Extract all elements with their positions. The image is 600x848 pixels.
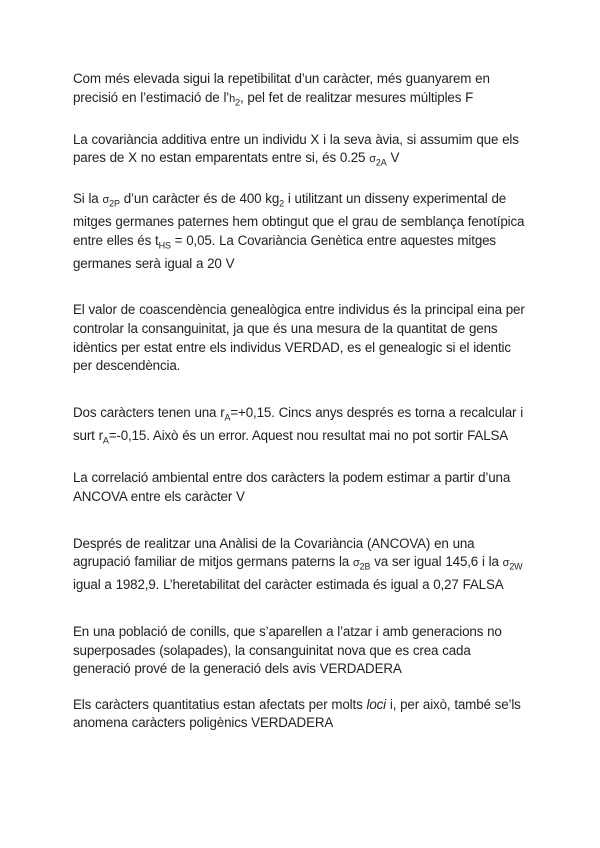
text-segment: Com més elevada sigui la repetibilitat d’un caràcter, més guanyarem en precisió en l’estimació de l’ bbox=[73, 71, 490, 105]
text-segment: =+0,15. Cincs anys després es torna a recalcular i surt r bbox=[73, 404, 524, 444]
text-segment: El valor de coascendència genealògica entre individus és la principal eina per controlar la consanguinitat, ja que és una mesura de la quantitat de gens idèntics per estat entre els individus VERDAD, es el genealogic si el identic per descendència. bbox=[73, 302, 525, 374]
subscript-text: A bbox=[102, 435, 109, 446]
subscript-text: 2A bbox=[375, 158, 387, 169]
symbol-text: σ bbox=[102, 193, 110, 206]
subscript-text: 2B bbox=[359, 561, 371, 572]
paragraph-mitges-germanes bbox=[73, 190, 530, 274]
symbol-text: σ bbox=[502, 557, 510, 570]
text-segment: La covariància additiva entre un individu X i la seva àvia, si assumim que els pares de X no estan emparentats entre si, és 0.25 bbox=[73, 131, 519, 166]
italic-text: loci bbox=[366, 696, 386, 712]
subscript-text: 2W bbox=[509, 561, 523, 572]
text-segment: =-0,15. Això és un error. Aquest nou resultat mai no pot sortir FALSA bbox=[108, 428, 509, 444]
text-segment: , pel fet de realitzar mesures múltiples F bbox=[239, 89, 474, 105]
subscript-text: 2 bbox=[235, 97, 240, 108]
subscript-text: 2 bbox=[279, 198, 284, 209]
text-segment: d’un caràcter és de 400 kg bbox=[119, 190, 280, 206]
text-segment: va ser igual 145,6 i la bbox=[370, 554, 503, 570]
paragraph-correlacio-genetica bbox=[73, 404, 530, 451]
symbol-text: σ bbox=[352, 557, 360, 570]
subscript-text: A bbox=[224, 412, 231, 423]
symbol-text: h bbox=[229, 92, 236, 105]
text-segment: igual a 1982,9. L’heretabilitat del caràcter estimada és igual a 0,27 FALSA bbox=[73, 577, 504, 593]
text-segment: Si la bbox=[73, 190, 103, 206]
subscript-text: 2P bbox=[109, 198, 120, 209]
paragraph-correlacio-ambiental bbox=[73, 469, 530, 506]
text-segment: Dos caràcters tenen una r bbox=[73, 404, 225, 420]
paragraph-coascendencia bbox=[73, 301, 530, 375]
paragraph-ancova bbox=[73, 535, 530, 595]
text-segment: = 0,05. La Covariància Genètica entre aquestes mitges germanes serà igual a 20 V bbox=[73, 232, 496, 271]
text-segment: Els caràcters quantitatius estan afectats per molts bbox=[73, 696, 367, 712]
paragraph-covariancia-avia bbox=[73, 131, 530, 173]
paragraph-conills bbox=[73, 623, 530, 679]
subscript-text: HS bbox=[158, 240, 171, 251]
text-segment: i utilitzant un disseny experimental de mitges germanes paternes hem obtingut que el grau de semblança fenotípica entre elles és t bbox=[73, 190, 525, 248]
paragraph-repetibilitat bbox=[73, 70, 530, 112]
text-segment: Després de realitzar una Anàlisi de la Covariància (ANCOVA) en una agrupació familiar de mitjos germans paterns la bbox=[73, 535, 475, 570]
text-segment: i, per això, també se’ls anomena caràcters poligènics VERDADERA bbox=[73, 696, 521, 731]
paragraph-caracters-quantitatius bbox=[73, 696, 530, 733]
text-segment: V bbox=[386, 150, 400, 166]
symbol-text: σ bbox=[369, 153, 376, 166]
text-segment: En una població de conills, que s’aparellen a l’atzar i amb generacions no superposades (solapades), la consanguinitat nova que es crea cada generació prové de la generació dels avis VERDADERA bbox=[73, 623, 502, 677]
text-segment: La correlació ambiental entre dos caràcters la podem estimar a partir d’una ANCOVA entre els caràcter V bbox=[73, 470, 511, 504]
